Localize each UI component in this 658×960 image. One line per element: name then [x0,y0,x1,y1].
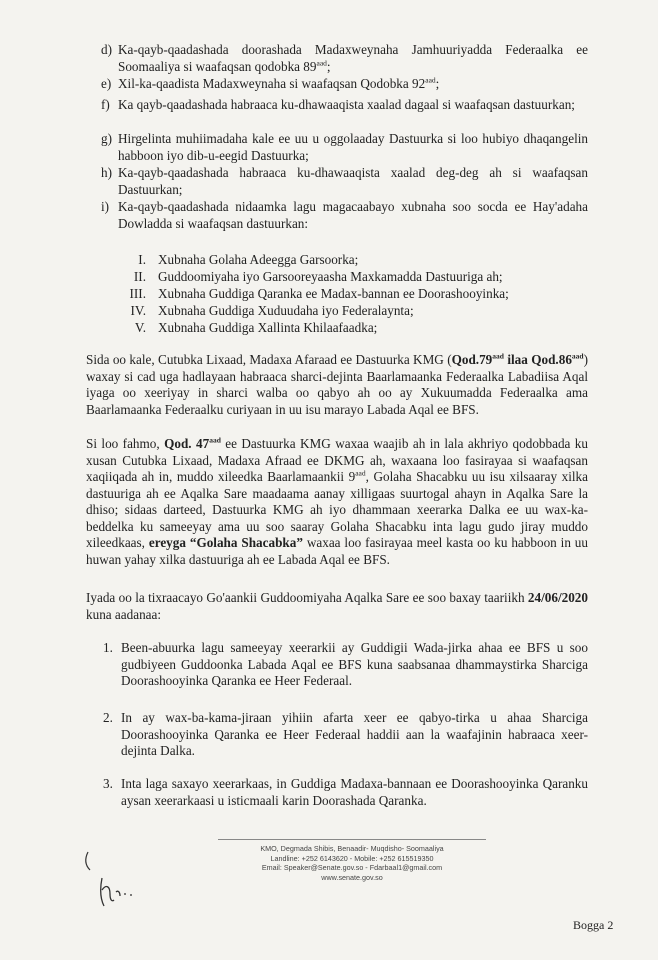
item-label: d) [101,42,112,57]
roman-item: III. Xubnaha Guddiga Qaranka ee Madax-bannan ee Doorashooyinka; [129,286,509,301]
roman-list [110,252,570,337]
footer-website: www.senate.gov.so [321,872,383,882]
paragraph-interpretation: Si loo fahmo, Qod. $47^{aad}$ ee Dastuurka KMG waxaa waajib ah in lala akhriyo qodobbada ku xusan Cutubka Lixaad, Madaxa Afraad ee DKMG ah, waxaana loo fasirayaa si waafaqsan xaqiiqada ah in, muddo xileedka Baarlamaankii $9^{aad}$, Golaha Shacabku uu isu xilsaaray xilka dastuuriga ah ee Aqalka Sare maadaama aanay xilligaas suurtogal ahayn in Aqalka Sare la dhiso; sidaas darteed, Dastuurka KMG ah iyo dhammaan xeerarka Dalka ee uu wax-ka-beddelka ku sameeyay ama uu soo saaray Golaha Shacabku inta lagu gudo jiray muddo xileedkaas, ereyga “Golaha Shacabka” waxaa loo fasirayaa meel kasta oo ku habboon in uu huwan yahay xilka dastuuriga ah ee Labada Aqal ee BFS. [86,435,588,567]
item-number: 1. [103,640,113,655]
item-text: Hirgelinta muhiimadaha kale ee uu u oggolaaday Dastuurka si loo hubiyo dhaqangelin habboon iyo dib-u-eegid Dastuurka; [118,131,588,163]
item-text: Inta laga saxayo xeerarkaas, in Guddiga Madaxa-bannaan ee Doorashooyinka Qaranku aysan xeerarkaasi u isticmaali karin Doorashada Qaranka. [121,776,588,808]
item-text: Ka qayb-qaadashada habraaca ku-dhawaaqista xaalad dagaal si waafaqsan dastuurkan; [118,97,575,112]
item-label: g) [101,131,112,146]
item-label: h) [101,165,112,180]
item-text: Ka-qayb-qaadashada doorashada Madaxweynaha Jamhuuriyadda Federaalka ee Soomaaliya si waafaqsan qodobka $89^{aad}$; [118,42,588,74]
item-number: 3. [103,776,113,791]
item-number: 2. [103,710,113,725]
roman-item: IV. Xubnaha Guddiga Xuduudaha iyo Federalaynta; [130,303,414,318]
page-number: Bogga 2 [573,918,614,932]
item-text: Been-abuurka lagu sameeyay xeerarkii ay Guddigii Wada-jirka ahaa ee BFS u soo gudbiyeen Guddoonka Labada Aqal ee BFS kuna saabsanaa dhammaystirka Sharciga Doorashooyinka Qaranka ee Heer Federaal. [121,640,588,688]
item-label: f) [101,97,110,112]
roman-item: V. Xubnaha Guddiga Xallinta Khilaafaadka; [134,320,378,335]
item-text: Ka-qayb-qaadashada habraaca ku-dhawaaqista xaalad deg-deg ah si waafaqsan Dastuurkan; [118,165,588,197]
item-label: i) [101,199,110,214]
footer-phone: Landline: +252 6143620 - Mobile: +252 615519350 [270,853,434,863]
paragraph-legislation: Sida oo kale, Cutubka Lixaad, Madaxa Afaraad ee Dastuurka KMG (Qod.79$^{aad}$ ilaa Qod.86$^{aad}$) waxay si cad uga hadlayaan habraaca sharci-dejinta Baarlamaanka Federaalka Labadiisa Aqal iyaga oo xeeriyay in sharci walba oo qabyo ah oo ay Xukuumadda Federaalka ama Baarlamaanka Federaalku curiyaan in uu isu marayo Labada Aqal ee BFS. [86,351,588,417]
roman-item: I. Xubnaha Golaha Adeegga Garsoorka; [138,252,359,267]
item-text: In ay wax-ba-kama-jiraan yihiin afarta xeer ee qabyo-tirka u ahaa Sharciga Doorashooyinka Qaranka ee Heer Federaal haddii aan la waafajinin habraaca xeer-dejinta Dalka. [121,710,588,758]
paragraph-decision: Iyada oo la tixraacayo Go'aankii Guddoomiyaha Aqalka Sare ee soo baxay taariikh 24/06/2020 kuna aadanaa: [86,590,588,622]
footer-email: Email: Speaker@Senate.gov.so - Fdarbaal1@gmail.com [261,863,443,873]
item-text: Ka-qayb-qaadashada nidaamka lagu magacaabayo xubnaha soo socda ee Hay'adaha Dowladda si waafaqsan dastuurkan: [118,199,588,231]
roman-item: II. Guddoomiyaha iyo Garsooreyaasha Maxkamadda Dastuuriga ah; [133,269,503,284]
item-label: e) [101,76,112,91]
footer-address: KMO, Degmada Shibis, Benaadir- Muqdisho- Soomaaliya [260,844,444,853]
footer-contact [218,839,486,882]
handwritten-signature [80,840,140,910]
item-text: Xil-ka-qaadista Madaxweynaha si waafaqsan Qodobka $92^{aad}$; [118,75,440,91]
